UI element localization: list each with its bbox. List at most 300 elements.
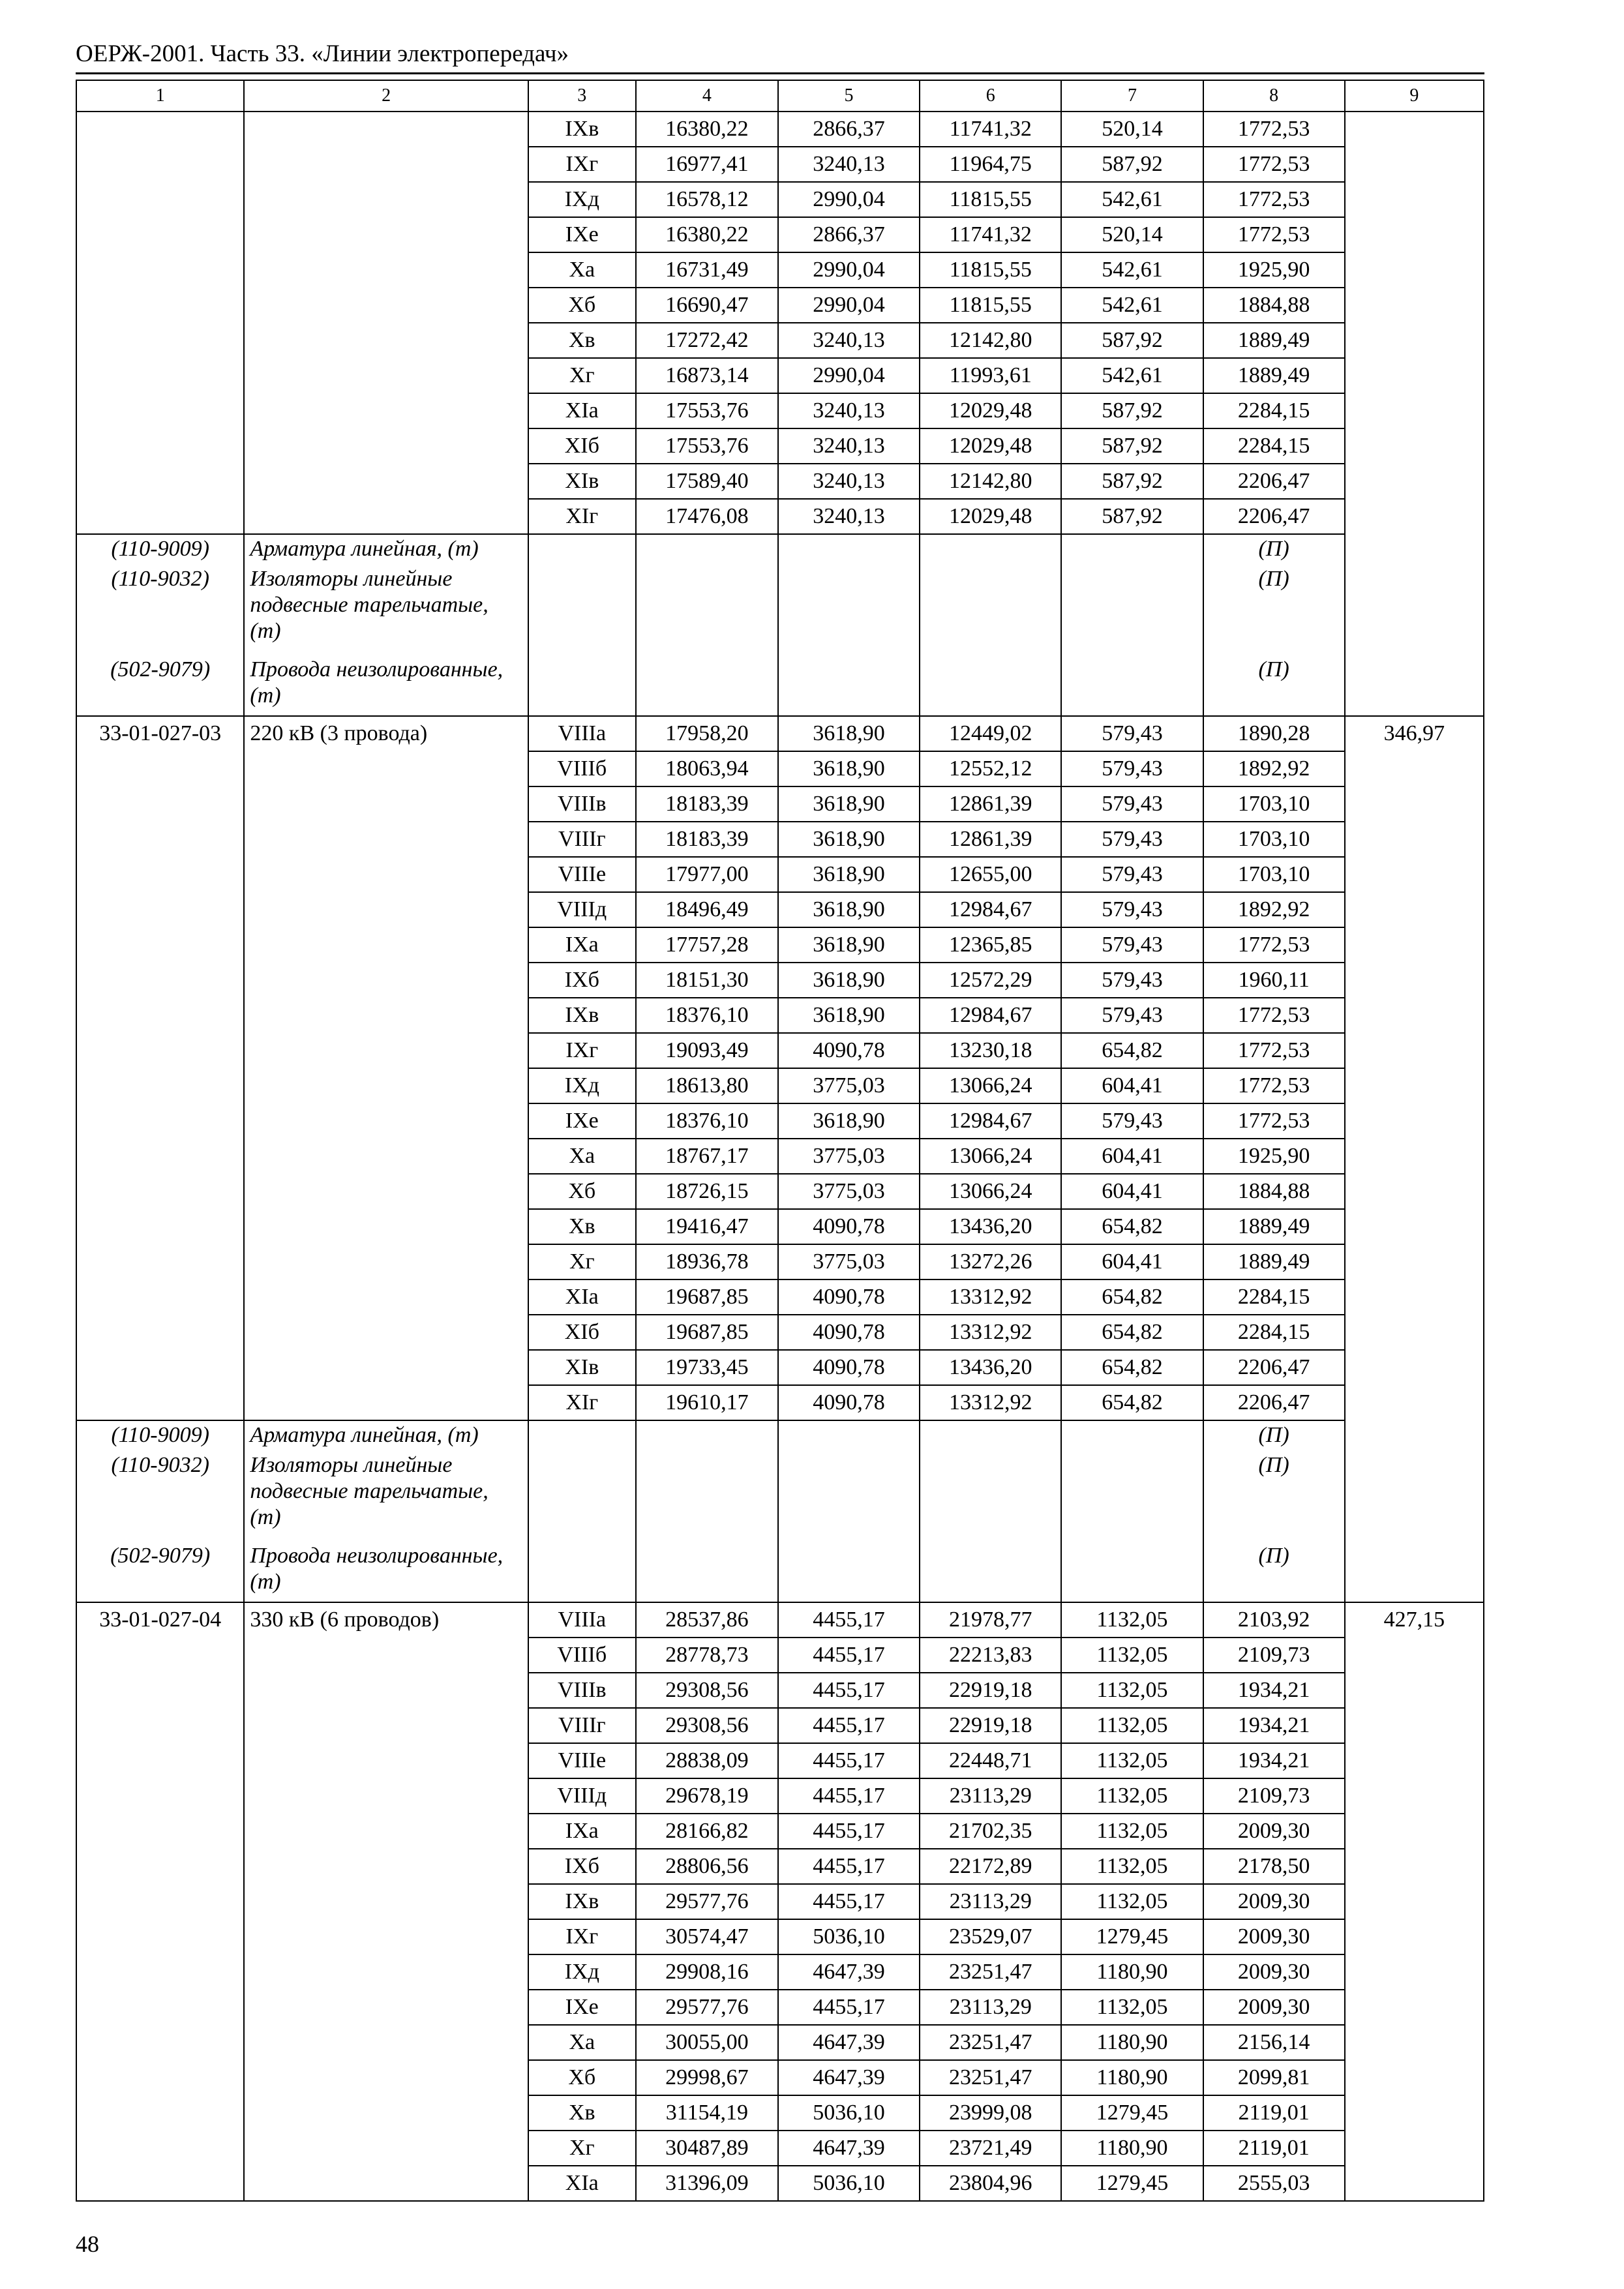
wages-cell: 3240,13 xyxy=(778,147,920,182)
driver-wages-cell: 654,82 xyxy=(1061,1209,1203,1244)
wages-cell: 3240,13 xyxy=(778,464,920,499)
wages-cell: 3618,90 xyxy=(778,1103,920,1139)
materials-cost-cell: 2284,15 xyxy=(1203,393,1345,428)
driver-wages-cell: 579,43 xyxy=(1061,998,1203,1033)
column-header: 1 xyxy=(76,80,244,112)
wages-cell: 3618,90 xyxy=(778,857,920,892)
total-cost-cell: 17757,28 xyxy=(636,927,778,963)
driver-wages-cell: 1132,05 xyxy=(1061,1743,1203,1778)
machines-cell: 12142,80 xyxy=(920,464,1061,499)
machines-cell: 22213,83 xyxy=(920,1638,1061,1673)
wages-cell: 4455,17 xyxy=(778,1884,920,1919)
total-cost-cell: 16578,12 xyxy=(636,182,778,217)
materials-cost-cell: 2206,47 xyxy=(1203,499,1345,534)
materials-cost-cell: 1772,53 xyxy=(1203,927,1345,963)
wages-cell: 4455,17 xyxy=(778,1778,920,1814)
group-cell: XIв xyxy=(528,1350,636,1385)
group-cell: Xв xyxy=(528,2095,636,2131)
column-header: 8 xyxy=(1203,80,1345,112)
total-cost-cell: 31154,19 xyxy=(636,2095,778,2131)
machines-cell: 13436,20 xyxy=(920,1350,1061,1385)
total-cost-cell: 16977,41 xyxy=(636,147,778,182)
total-cost-cell: 28838,09 xyxy=(636,1743,778,1778)
materials-cost-cell: 2178,50 xyxy=(1203,1849,1345,1884)
labor-cost-cell xyxy=(1345,112,1484,716)
wages-cell: 4455,17 xyxy=(778,1849,920,1884)
wages-cell: 3618,90 xyxy=(778,716,920,751)
total-cost-cell: 18151,30 xyxy=(636,963,778,998)
column-header: 4 xyxy=(636,80,778,112)
group-cell: XIа xyxy=(528,1279,636,1315)
total-cost-cell: 19687,85 xyxy=(636,1279,778,1315)
group-cell: IXб xyxy=(528,963,636,998)
machines-cell: 21978,77 xyxy=(920,1602,1061,1638)
machines-cell: 13066,24 xyxy=(920,1139,1061,1174)
driver-wages-cell: 1132,05 xyxy=(1061,1602,1203,1638)
materials-cost-cell: 1772,53 xyxy=(1203,998,1345,1033)
materials-cost-cell: 1889,49 xyxy=(1203,323,1345,358)
empty-cell xyxy=(1061,655,1203,716)
total-cost-cell: 16380,22 xyxy=(636,112,778,147)
materials-cost-cell: 1889,49 xyxy=(1203,1209,1345,1244)
material-code: (502-9079) xyxy=(76,655,244,716)
machines-cell: 22172,89 xyxy=(920,1849,1061,1884)
group-cell: IXв xyxy=(528,112,636,147)
machines-cell: 11815,55 xyxy=(920,288,1061,323)
rate-description: 220 кВ (3 провода) xyxy=(244,716,528,1420)
group-cell: VIIIв xyxy=(528,786,636,822)
column-header: 9 xyxy=(1345,80,1484,112)
materials-cost-cell: 1925,90 xyxy=(1203,1139,1345,1174)
total-cost-cell: 30574,47 xyxy=(636,1919,778,1954)
materials-cost-cell: 2119,01 xyxy=(1203,2095,1345,2131)
total-cost-cell: 18767,17 xyxy=(636,1139,778,1174)
empty-cell xyxy=(920,565,1061,655)
driver-wages-cell: 542,61 xyxy=(1061,182,1203,217)
driver-wages-cell: 1132,05 xyxy=(1061,1638,1203,1673)
total-cost-cell: 16873,14 xyxy=(636,358,778,393)
column-header: 7 xyxy=(1061,80,1203,112)
group-cell: IXе xyxy=(528,1103,636,1139)
total-cost-cell: 19687,85 xyxy=(636,1315,778,1350)
group-cell: VIIIа xyxy=(528,716,636,751)
driver-wages-cell: 1132,05 xyxy=(1061,1849,1203,1884)
machines-cell: 23721,49 xyxy=(920,2131,1061,2166)
total-cost-cell: 17589,40 xyxy=(636,464,778,499)
empty-cell xyxy=(1061,1451,1203,1542)
total-cost-cell: 16690,47 xyxy=(636,288,778,323)
material-name: Изоляторы линейные подвесные тарельчатые, (т) xyxy=(244,1451,528,1542)
machines-cell: 23113,29 xyxy=(920,1778,1061,1814)
material-code: (110-9009) xyxy=(76,1420,244,1451)
group-cell: VIIIд xyxy=(528,1778,636,1814)
total-cost-cell: 16380,22 xyxy=(636,217,778,252)
total-cost-cell: 29308,56 xyxy=(636,1708,778,1743)
material-row xyxy=(76,1542,1484,1602)
driver-wages-cell: 520,14 xyxy=(1061,112,1203,147)
machines-cell: 12861,39 xyxy=(920,822,1061,857)
empty-cell xyxy=(778,565,920,655)
machines-cell: 23999,08 xyxy=(920,2095,1061,2131)
machines-cell: 13230,18 xyxy=(920,1033,1061,1068)
table-row xyxy=(76,112,1484,147)
rate-code: 33-01-027-04 xyxy=(76,1602,244,2201)
driver-wages-cell: 1279,45 xyxy=(1061,2095,1203,2131)
wages-cell: 4647,39 xyxy=(778,2060,920,2095)
column-header: 3 xyxy=(528,80,636,112)
material-row xyxy=(76,534,1484,565)
machines-cell: 12984,67 xyxy=(920,1103,1061,1139)
materials-cost-cell: 2156,14 xyxy=(1203,2025,1345,2060)
wages-cell: 4647,39 xyxy=(778,2025,920,2060)
empty-cell xyxy=(1061,1542,1203,1602)
machines-cell: 12029,48 xyxy=(920,499,1061,534)
materials-cost-cell: 1772,53 xyxy=(1203,1068,1345,1103)
material-unit: (П) xyxy=(1203,655,1345,716)
empty-cell xyxy=(778,1451,920,1542)
materials-cost-cell: 1772,53 xyxy=(1203,147,1345,182)
driver-wages-cell: 542,61 xyxy=(1061,358,1203,393)
total-cost-cell: 19610,17 xyxy=(636,1385,778,1420)
rate-code xyxy=(76,112,244,534)
machines-cell: 13312,92 xyxy=(920,1279,1061,1315)
group-cell: XIг xyxy=(528,1385,636,1420)
machines-cell: 12029,48 xyxy=(920,428,1061,464)
total-cost-cell: 19093,49 xyxy=(636,1033,778,1068)
group-cell: Xб xyxy=(528,2060,636,2095)
group-cell: Xв xyxy=(528,323,636,358)
wages-cell: 3240,13 xyxy=(778,499,920,534)
group-cell: IXе xyxy=(528,1990,636,2025)
group-cell: IXд xyxy=(528,1954,636,1990)
material-code: (110-9009) xyxy=(76,534,244,565)
machines-cell: 23529,07 xyxy=(920,1919,1061,1954)
driver-wages-cell: 654,82 xyxy=(1061,1315,1203,1350)
wages-cell: 2990,04 xyxy=(778,182,920,217)
materials-cost-cell: 1890,28 xyxy=(1203,716,1345,751)
wages-cell: 4455,17 xyxy=(778,1602,920,1638)
page-header xyxy=(76,38,1484,74)
wages-cell: 2990,04 xyxy=(778,358,920,393)
materials-cost-cell: 1772,53 xyxy=(1203,1103,1345,1139)
wages-cell: 4647,39 xyxy=(778,2131,920,2166)
total-cost-cell: 18183,39 xyxy=(636,822,778,857)
table-row xyxy=(76,716,1484,751)
driver-wages-cell: 1180,90 xyxy=(1061,2060,1203,2095)
wages-cell: 3240,13 xyxy=(778,428,920,464)
materials-cost-cell: 2206,47 xyxy=(1203,1385,1345,1420)
materials-cost-cell: 1934,21 xyxy=(1203,1708,1345,1743)
group-cell: Xа xyxy=(528,252,636,288)
material-row xyxy=(76,565,1484,655)
empty-cell xyxy=(778,534,920,565)
machines-cell: 12029,48 xyxy=(920,393,1061,428)
materials-cost-cell: 1934,21 xyxy=(1203,1743,1345,1778)
group-cell: IXд xyxy=(528,1068,636,1103)
driver-wages-cell: 587,92 xyxy=(1061,323,1203,358)
machines-cell: 23251,47 xyxy=(920,1954,1061,1990)
driver-wages-cell: 654,82 xyxy=(1061,1350,1203,1385)
material-name: Арматура линейная, (т) xyxy=(244,1420,528,1451)
material-unit: (П) xyxy=(1203,565,1345,655)
wages-cell: 4455,17 xyxy=(778,1743,920,1778)
group-cell: XIв xyxy=(528,464,636,499)
materials-cost-cell: 1703,10 xyxy=(1203,857,1345,892)
driver-wages-cell: 1180,90 xyxy=(1061,2131,1203,2166)
materials-cost-cell: 1892,92 xyxy=(1203,751,1345,786)
total-cost-cell: 18376,10 xyxy=(636,1103,778,1139)
driver-wages-cell: 579,43 xyxy=(1061,892,1203,927)
materials-cost-cell: 2099,81 xyxy=(1203,2060,1345,2095)
total-cost-cell: 31396,09 xyxy=(636,2166,778,2201)
empty-cell xyxy=(636,1451,778,1542)
total-cost-cell: 17272,42 xyxy=(636,323,778,358)
empty-cell xyxy=(636,565,778,655)
wages-cell: 2866,37 xyxy=(778,112,920,147)
column-header: 5 xyxy=(778,80,920,112)
wages-cell: 3618,90 xyxy=(778,892,920,927)
wages-cell: 3618,90 xyxy=(778,963,920,998)
driver-wages-cell: 1132,05 xyxy=(1061,1814,1203,1849)
material-unit: (П) xyxy=(1203,1420,1345,1451)
machines-cell: 22919,18 xyxy=(920,1673,1061,1708)
materials-cost-cell: 1703,10 xyxy=(1203,786,1345,822)
total-cost-cell: 17958,20 xyxy=(636,716,778,751)
empty-cell xyxy=(636,655,778,716)
materials-cost-cell: 1925,90 xyxy=(1203,252,1345,288)
group-cell: XIб xyxy=(528,1315,636,1350)
empty-cell xyxy=(920,1420,1061,1451)
driver-wages-cell: 587,92 xyxy=(1061,428,1203,464)
machines-cell: 12861,39 xyxy=(920,786,1061,822)
materials-cost-cell: 1889,49 xyxy=(1203,358,1345,393)
driver-wages-cell: 579,43 xyxy=(1061,927,1203,963)
total-cost-cell: 28806,56 xyxy=(636,1849,778,1884)
total-cost-cell: 28778,73 xyxy=(636,1638,778,1673)
wages-cell: 4090,78 xyxy=(778,1209,920,1244)
wages-cell: 5036,10 xyxy=(778,1919,920,1954)
group-cell: IXб xyxy=(528,1849,636,1884)
table-body xyxy=(76,112,1484,2201)
wages-cell: 4455,17 xyxy=(778,1814,920,1849)
driver-wages-cell: 1132,05 xyxy=(1061,1708,1203,1743)
machines-cell: 13272,26 xyxy=(920,1244,1061,1279)
page-number: 48 xyxy=(76,2231,99,2257)
empty-cell xyxy=(528,1451,636,1542)
driver-wages-cell: 587,92 xyxy=(1061,499,1203,534)
empty-cell xyxy=(636,1420,778,1451)
total-cost-cell: 29678,19 xyxy=(636,1778,778,1814)
driver-wages-cell: 1180,90 xyxy=(1061,1954,1203,1990)
table-row xyxy=(76,1602,1484,1638)
total-cost-cell: 17476,08 xyxy=(636,499,778,534)
empty-cell xyxy=(636,1542,778,1602)
price-table xyxy=(76,80,1484,2202)
rate-description xyxy=(244,112,528,534)
total-cost-cell: 18496,49 xyxy=(636,892,778,927)
total-cost-cell: 28166,82 xyxy=(636,1814,778,1849)
labor-cost-cell: 346,97 xyxy=(1345,716,1484,1602)
wages-cell: 3240,13 xyxy=(778,323,920,358)
group-cell: IXе xyxy=(528,217,636,252)
machines-cell: 11964,75 xyxy=(920,147,1061,182)
driver-wages-cell: 1132,05 xyxy=(1061,1673,1203,1708)
group-cell: Xг xyxy=(528,2131,636,2166)
material-unit: (П) xyxy=(1203,1542,1345,1602)
wages-cell: 4090,78 xyxy=(778,1033,920,1068)
materials-cost-cell: 2284,15 xyxy=(1203,1315,1345,1350)
materials-cost-cell: 1892,92 xyxy=(1203,892,1345,927)
group-cell: IXд xyxy=(528,182,636,217)
wages-cell: 5036,10 xyxy=(778,2166,920,2201)
materials-cost-cell: 2206,47 xyxy=(1203,1350,1345,1385)
total-cost-cell: 30487,89 xyxy=(636,2131,778,2166)
wages-cell: 4090,78 xyxy=(778,1385,920,1420)
machines-cell: 12572,29 xyxy=(920,963,1061,998)
wages-cell: 4090,78 xyxy=(778,1279,920,1315)
material-row xyxy=(76,655,1484,716)
materials-cost-cell: 2009,30 xyxy=(1203,1954,1345,1990)
wages-cell: 2990,04 xyxy=(778,252,920,288)
driver-wages-cell: 579,43 xyxy=(1061,822,1203,857)
total-cost-cell: 29308,56 xyxy=(636,1673,778,1708)
machines-cell: 11815,55 xyxy=(920,182,1061,217)
driver-wages-cell: 654,82 xyxy=(1061,1279,1203,1315)
materials-cost-cell: 1884,88 xyxy=(1203,1174,1345,1209)
materials-cost-cell: 1772,53 xyxy=(1203,217,1345,252)
driver-wages-cell: 587,92 xyxy=(1061,393,1203,428)
wages-cell: 4455,17 xyxy=(778,1673,920,1708)
machines-cell: 23113,29 xyxy=(920,1990,1061,2025)
empty-cell xyxy=(1061,565,1203,655)
group-cell: VIIIв xyxy=(528,1673,636,1708)
driver-wages-cell: 604,41 xyxy=(1061,1139,1203,1174)
labor-cost-cell: 427,15 xyxy=(1345,1602,1484,2201)
driver-wages-cell: 587,92 xyxy=(1061,147,1203,182)
material-name: Провода неизолированные, (т) xyxy=(244,655,528,716)
driver-wages-cell: 1132,05 xyxy=(1061,1990,1203,2025)
driver-wages-cell: 604,41 xyxy=(1061,1174,1203,1209)
materials-cost-cell: 2119,01 xyxy=(1203,2131,1345,2166)
group-cell: XIа xyxy=(528,2166,636,2201)
group-cell: Xб xyxy=(528,288,636,323)
machines-cell: 12984,67 xyxy=(920,998,1061,1033)
materials-cost-cell: 2009,30 xyxy=(1203,1814,1345,1849)
wages-cell: 3775,03 xyxy=(778,1174,920,1209)
materials-cost-cell: 1703,10 xyxy=(1203,822,1345,857)
group-cell: IXв xyxy=(528,998,636,1033)
empty-cell xyxy=(528,1420,636,1451)
group-cell: XIа xyxy=(528,393,636,428)
machines-cell: 12365,85 xyxy=(920,927,1061,963)
wages-cell: 3618,90 xyxy=(778,822,920,857)
material-unit: (П) xyxy=(1203,1451,1345,1542)
materials-cost-cell: 2109,73 xyxy=(1203,1638,1345,1673)
group-cell: Xг xyxy=(528,1244,636,1279)
machines-cell: 23251,47 xyxy=(920,2025,1061,2060)
driver-wages-cell: 542,61 xyxy=(1061,288,1203,323)
group-cell: VIIIг xyxy=(528,1708,636,1743)
total-cost-cell: 16731,49 xyxy=(636,252,778,288)
wages-cell: 3618,90 xyxy=(778,786,920,822)
materials-cost-cell: 2555,03 xyxy=(1203,2166,1345,2201)
empty-cell xyxy=(920,534,1061,565)
machines-cell: 13436,20 xyxy=(920,1209,1061,1244)
total-cost-cell: 30055,00 xyxy=(636,2025,778,2060)
empty-cell xyxy=(528,1542,636,1602)
material-unit: (П) xyxy=(1203,534,1345,565)
machines-cell: 22448,71 xyxy=(920,1743,1061,1778)
material-name: Провода неизолированные, (т) xyxy=(244,1542,528,1602)
total-cost-cell: 18183,39 xyxy=(636,786,778,822)
wages-cell: 3618,90 xyxy=(778,751,920,786)
wages-cell: 3618,90 xyxy=(778,998,920,1033)
wages-cell: 3775,03 xyxy=(778,1244,920,1279)
group-cell: VIIIб xyxy=(528,1638,636,1673)
wages-cell: 2866,37 xyxy=(778,217,920,252)
total-cost-cell: 17553,76 xyxy=(636,393,778,428)
materials-cost-cell: 2284,15 xyxy=(1203,1279,1345,1315)
driver-wages-cell: 1180,90 xyxy=(1061,2025,1203,2060)
driver-wages-cell: 1279,45 xyxy=(1061,1919,1203,1954)
group-cell: XIб xyxy=(528,428,636,464)
materials-cost-cell: 2284,15 xyxy=(1203,428,1345,464)
driver-wages-cell: 604,41 xyxy=(1061,1244,1203,1279)
group-cell: IXа xyxy=(528,1814,636,1849)
driver-wages-cell: 579,43 xyxy=(1061,751,1203,786)
total-cost-cell: 29998,67 xyxy=(636,2060,778,2095)
machines-cell: 12449,02 xyxy=(920,716,1061,751)
column-header: 6 xyxy=(920,80,1061,112)
total-cost-cell: 29577,76 xyxy=(636,1884,778,1919)
total-cost-cell: 18613,80 xyxy=(636,1068,778,1103)
machines-cell: 11815,55 xyxy=(920,252,1061,288)
empty-cell xyxy=(1061,534,1203,565)
column-number-row xyxy=(76,80,1484,112)
machines-cell: 12655,00 xyxy=(920,857,1061,892)
materials-cost-cell: 2009,30 xyxy=(1203,1990,1345,2025)
group-cell: VIIIе xyxy=(528,1743,636,1778)
empty-cell xyxy=(920,1451,1061,1542)
wages-cell: 5036,10 xyxy=(778,2095,920,2131)
empty-cell xyxy=(636,534,778,565)
machines-cell: 23113,29 xyxy=(920,1884,1061,1919)
group-cell: IXг xyxy=(528,1919,636,1954)
empty-cell xyxy=(528,534,636,565)
driver-wages-cell: 654,82 xyxy=(1061,1385,1203,1420)
machines-cell: 23251,47 xyxy=(920,2060,1061,2095)
wages-cell: 4090,78 xyxy=(778,1350,920,1385)
material-code: (110-9032) xyxy=(76,1451,244,1542)
driver-wages-cell: 542,61 xyxy=(1061,252,1203,288)
wages-cell: 3240,13 xyxy=(778,393,920,428)
total-cost-cell: 17977,00 xyxy=(636,857,778,892)
total-cost-cell: 18726,15 xyxy=(636,1174,778,1209)
empty-cell xyxy=(528,565,636,655)
driver-wages-cell: 579,43 xyxy=(1061,857,1203,892)
driver-wages-cell: 579,43 xyxy=(1061,716,1203,751)
group-cell: IXг xyxy=(528,147,636,182)
machines-cell: 23804,96 xyxy=(920,2166,1061,2201)
group-cell: IXг xyxy=(528,1033,636,1068)
driver-wages-cell: 579,43 xyxy=(1061,1103,1203,1139)
driver-wages-cell: 579,43 xyxy=(1061,963,1203,998)
group-cell: VIIIа xyxy=(528,1602,636,1638)
materials-cost-cell: 1960,11 xyxy=(1203,963,1345,998)
rate-code: 33-01-027-03 xyxy=(76,716,244,1420)
driver-wages-cell: 604,41 xyxy=(1061,1068,1203,1103)
materials-cost-cell: 1772,53 xyxy=(1203,1033,1345,1068)
